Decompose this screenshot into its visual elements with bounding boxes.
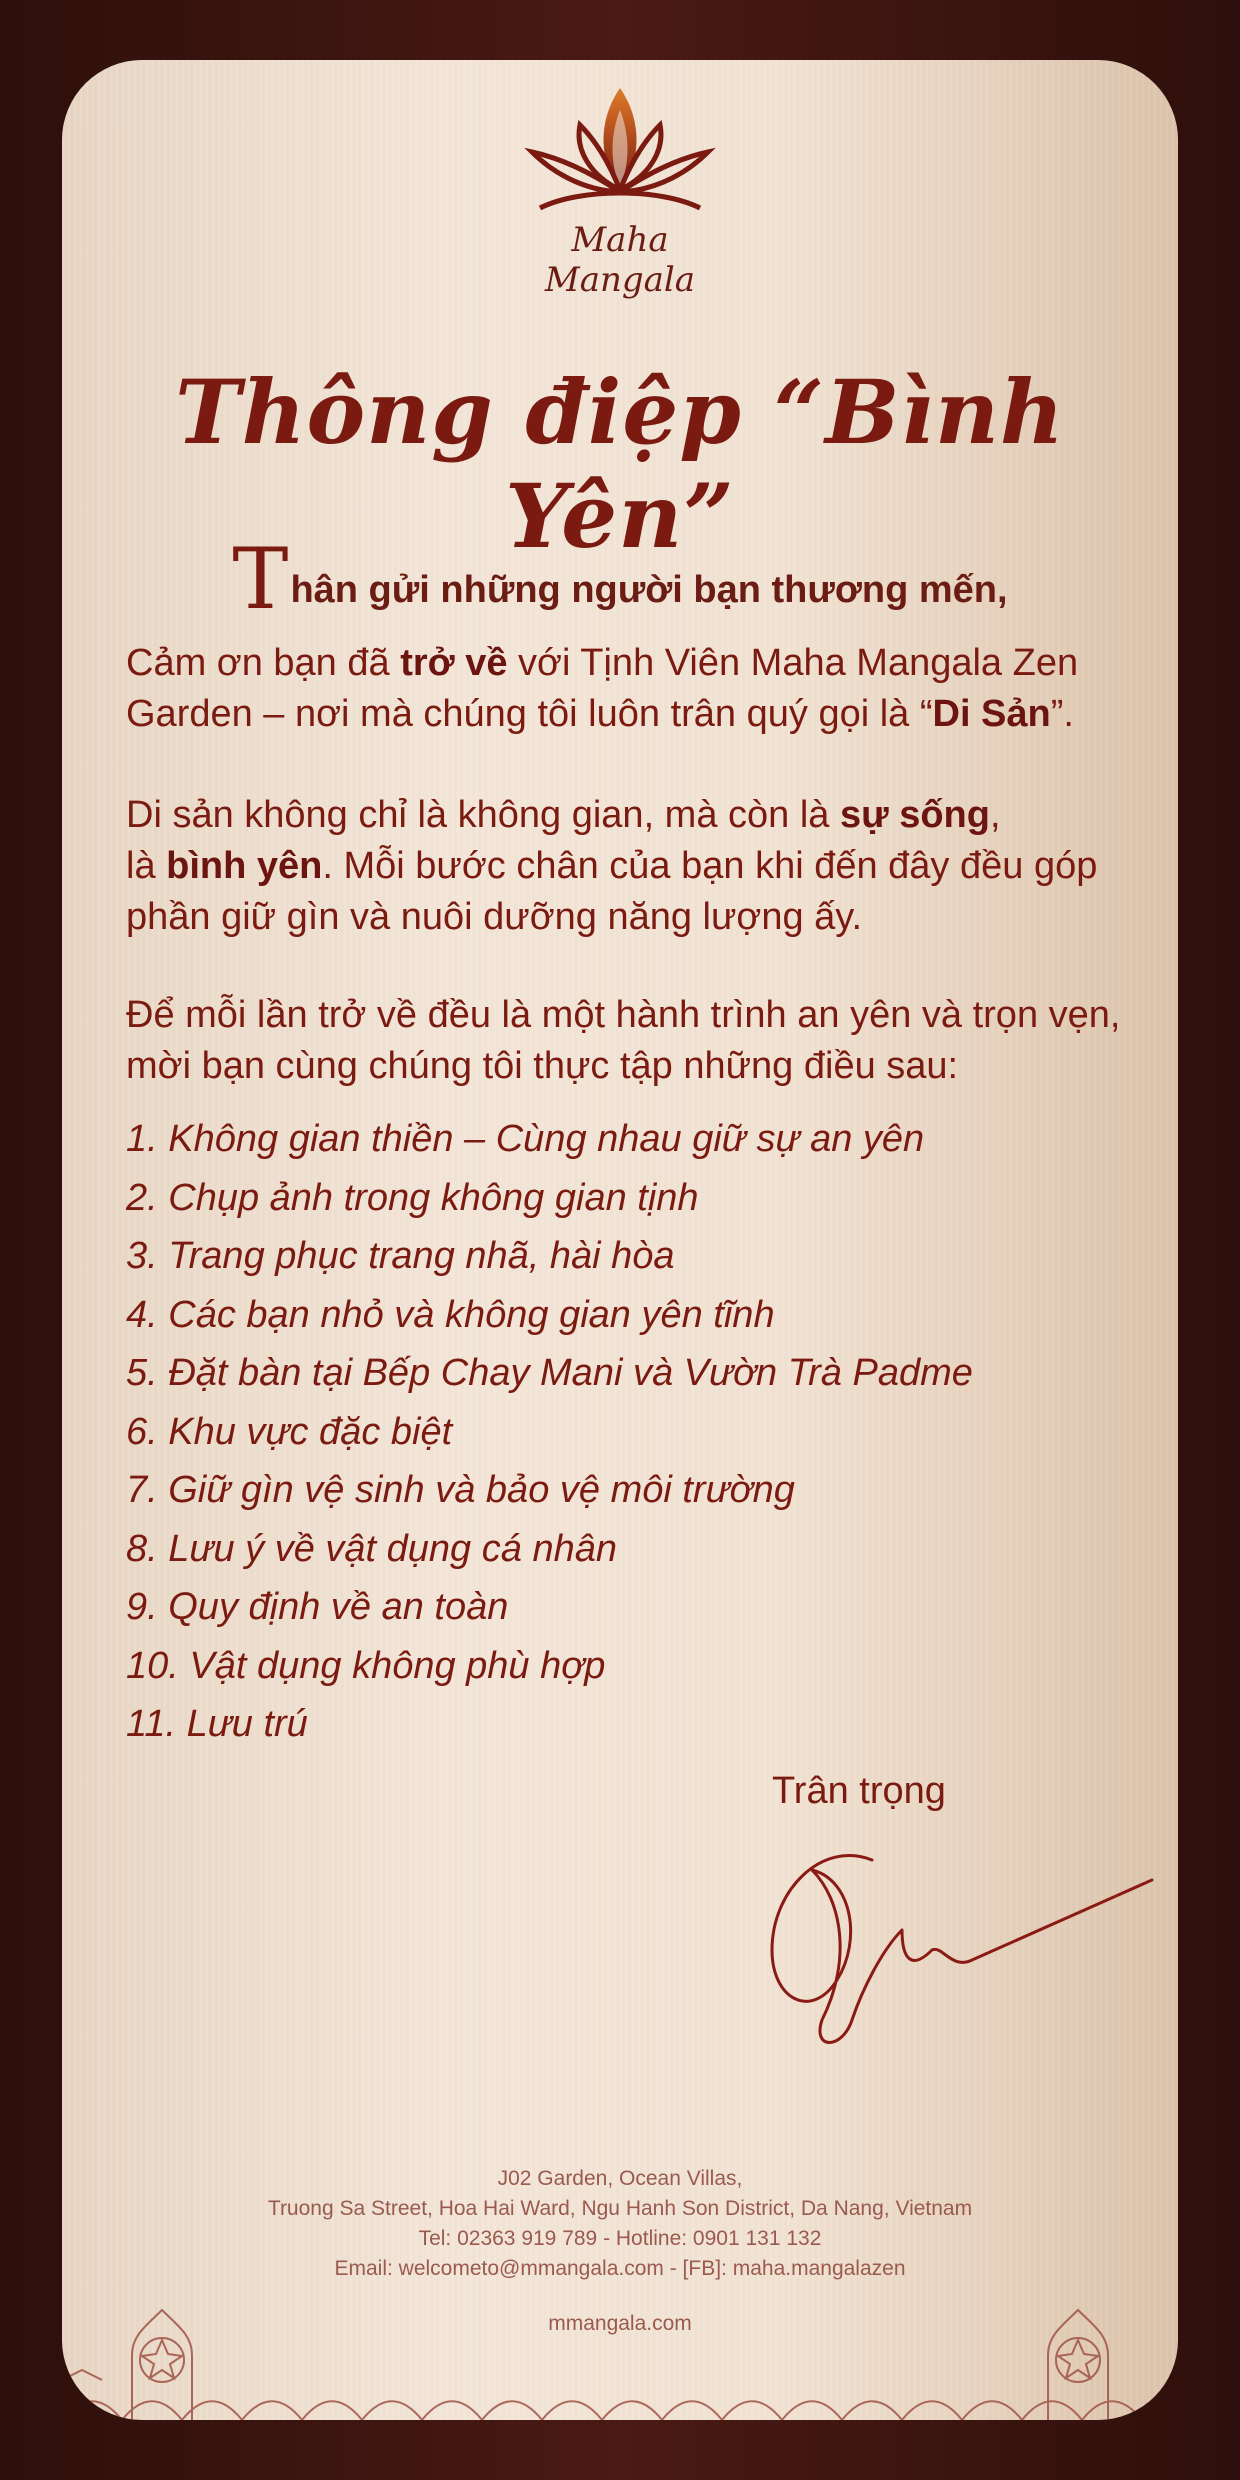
- greeting: [62, 530, 1178, 628]
- greeting-dropcap: T: [232, 530, 289, 628]
- phone-line: Tel: 02363 919 789 - Hotline: 0901 131 132: [418, 2227, 822, 2250]
- text-span: với Tịnh Viên Maha Mangala Zen Garden – nơi mà chúng tôi luôn trân quý gọi là “: [126, 642, 1079, 735]
- bold-span: sự sống: [839, 794, 990, 836]
- text-span: . Mỗi bước chân của bạn khi đến đây đều góp phần giữ gìn và nuôi dưỡng năng lượng ấy.: [126, 845, 1098, 938]
- list-item: 1. Không gian thiền – Cùng nhau giữ sự an yên: [126, 1118, 925, 1160]
- address-line1: J02 Garden, Ocean Villas,: [497, 2167, 743, 2190]
- paragraph-invitation: Để mỗi lần trở về đều là một hành trình an yên và trọn vẹn, mời bạn cùng chúng tôi thực tập những điều sau:: [126, 994, 1121, 1087]
- list-item: 7. Giữ gìn vệ sinh và bảo vệ môi trường: [126, 1469, 795, 1511]
- paragraph-thanks: [126, 638, 1136, 740]
- list-item: 10. Vật dụng không phù hợp: [126, 1644, 606, 1687]
- bold-span: trở về: [400, 642, 508, 684]
- page-title: Thông điệp “Bình Yên”: [175, 360, 1065, 568]
- greeting-text: hân gửi những người bạn thương mến,: [290, 569, 1008, 611]
- closing-text: Trân trọng: [772, 1770, 946, 1812]
- website-link[interactable]: mmangala.com: [548, 2312, 692, 2335]
- list-item: 5. Đặt bàn tại Bếp Chay Mani và Vườn Trà Padme: [126, 1352, 973, 1394]
- paragraph-heritage: [126, 790, 1136, 943]
- list-item: 6. Khu vực đặc biệt: [126, 1410, 453, 1453]
- text-span: là: [126, 845, 167, 887]
- list-item: 2. Chụp ảnh trong không gian tịnh: [126, 1176, 699, 1219]
- lotus-logo-icon: [520, 80, 720, 220]
- contact-info: [62, 2164, 1178, 2284]
- text-span: Di sản không chỉ là không gian, mà còn là: [126, 794, 840, 836]
- list-item: 3. Trang phục trang nhã, hài hòa: [126, 1235, 675, 1277]
- text-span: ”.: [1050, 693, 1074, 735]
- list-item: 11. Lưu trú: [126, 1703, 308, 1745]
- brand-name-line2: Mangala: [544, 260, 696, 300]
- brand-name-line1: Maha: [571, 220, 669, 260]
- email-line: Email: welcometo@mmangala.com - [FB]: maha.mangalazen: [334, 2257, 906, 2280]
- practice-list: [126, 1110, 1126, 1754]
- list-item: 4. Các bạn nhỏ và không gian yên tĩnh: [126, 1293, 775, 1336]
- list-item: 9. Quy định về an toàn: [126, 1586, 509, 1628]
- list-item: 8. Lưu ý về vật dụng cá nhân: [126, 1527, 617, 1570]
- text-span: Cảm ơn bạn đã: [126, 642, 401, 684]
- bold-span: Di Sản: [932, 693, 1051, 735]
- message-card: [62, 60, 1178, 2420]
- bold-span: bình yên: [166, 845, 323, 887]
- text-span: ,: [989, 794, 1001, 836]
- address-line2: Truong Sa Street, Hoa Hai Ward, Ngu Hanh Son District, Da Nang, Vietnam: [267, 2197, 973, 2220]
- signature: [752, 1830, 1172, 2060]
